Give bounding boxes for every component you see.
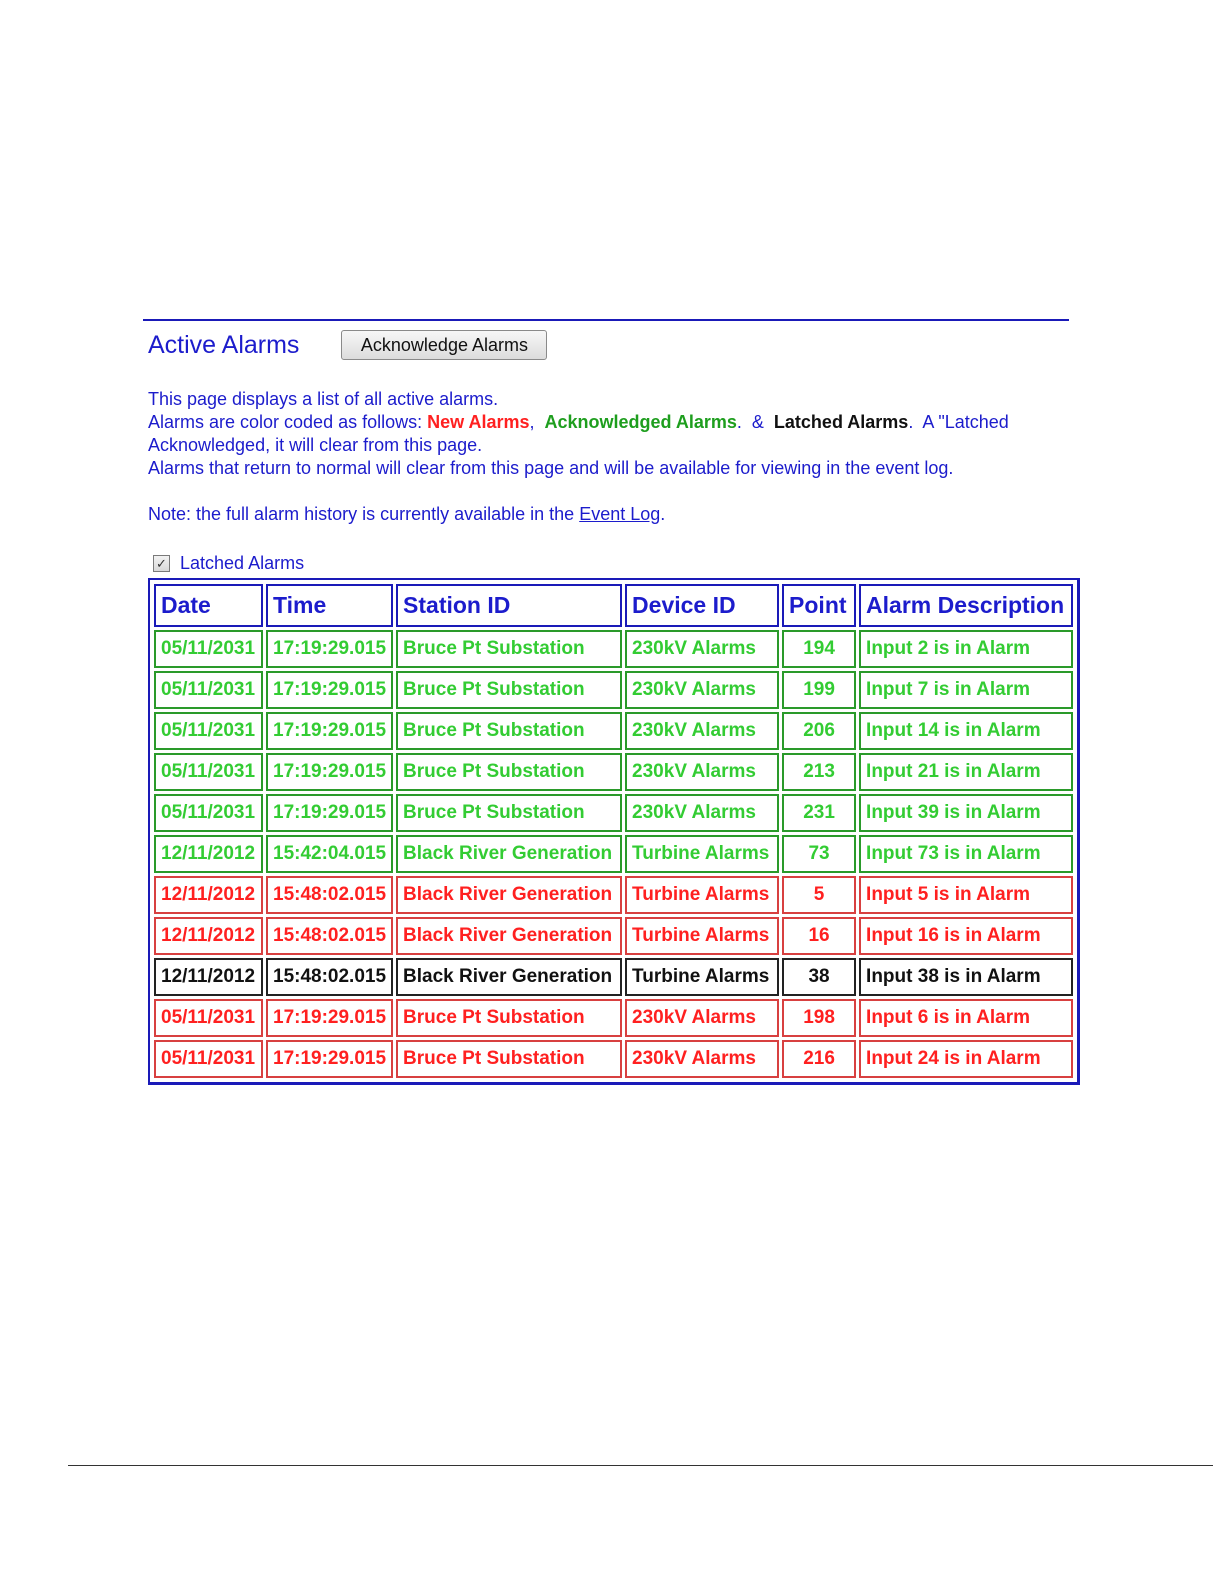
latched-alarms-checkbox[interactable] (153, 555, 170, 572)
cell-point: 38 (782, 958, 856, 996)
latched-alarms-label: Latched Alarms (180, 553, 305, 573)
table-row[interactable] (154, 671, 1073, 709)
top-divider (143, 319, 1069, 321)
cell-device-id: Turbine Alarms (625, 876, 779, 914)
cell-alarm-description: Input 2 is in Alarm (859, 630, 1073, 668)
cell-device-id: 230kV Alarms (625, 753, 779, 791)
header (148, 330, 547, 360)
cell-alarm-description: Input 73 is in Alarm (859, 835, 1073, 873)
cell-time: 17:19:29.015 (266, 999, 393, 1037)
alarms-table-frame (148, 578, 1080, 1085)
cell-device-id: Turbine Alarms (625, 917, 779, 955)
table-row[interactable] (154, 753, 1073, 791)
legend-separator-1: , (529, 412, 545, 432)
cell-device-id: 230kV Alarms (625, 671, 779, 709)
table-header-row (154, 584, 1073, 627)
alarm-rows (154, 630, 1073, 1078)
note-prefix: Note: the full alarm history is currently available in the (148, 504, 580, 524)
cell-time: 15:48:02.015 (266, 958, 393, 996)
description-line-2-suffix: . A "Latched (908, 412, 1009, 432)
legend-acknowledged-alarms: Acknowledged Alarms (544, 412, 737, 432)
cell-date: 12/11/2012 (154, 958, 263, 996)
table-row[interactable] (154, 712, 1073, 750)
cell-point: 16 (782, 917, 856, 955)
cell-alarm-description: Input 24 is in Alarm (859, 1040, 1073, 1078)
cell-time: 17:19:29.015 (266, 1040, 393, 1078)
cell-date: 05/11/2031 (154, 753, 263, 791)
cell-point: 73 (782, 835, 856, 873)
table-row[interactable] (154, 999, 1073, 1037)
table-row[interactable] (154, 794, 1073, 832)
cell-station-id: Black River Generation (396, 835, 622, 873)
legend-separator-2: . & (736, 412, 774, 432)
table-row[interactable] (154, 1040, 1073, 1078)
cell-point: 194 (782, 630, 856, 668)
cell-station-id: Black River Generation (396, 958, 622, 996)
cell-alarm-description: Input 6 is in Alarm (859, 999, 1073, 1037)
cell-time: 17:19:29.015 (266, 671, 393, 709)
note-suffix: . (660, 504, 666, 524)
column-header-station-id: Station ID (396, 584, 622, 627)
cell-station-id: Black River Generation (396, 876, 622, 914)
footer-divider (68, 1465, 1213, 1466)
description-line-4: Alarms that return to normal will clear from this page and will be available for viewing in the event log. (148, 458, 954, 478)
event-log-note (148, 503, 665, 526)
cell-point: 206 (782, 712, 856, 750)
description-line-2 (148, 411, 1068, 434)
cell-point: 216 (782, 1040, 856, 1078)
cell-device-id: 230kV Alarms (625, 1040, 779, 1078)
cell-time: 17:19:29.015 (266, 630, 393, 668)
cell-date: 12/11/2012 (154, 876, 263, 914)
description-line-1: This page displays a list of all active alarms. (148, 389, 499, 409)
cell-device-id: 230kV Alarms (625, 999, 779, 1037)
page-title: Active Alarms (148, 331, 300, 359)
cell-point: 213 (782, 753, 856, 791)
column-header-alarm-description: Alarm Description (859, 584, 1073, 627)
event-log-link[interactable]: Event Log (579, 504, 661, 524)
cell-station-id: Bruce Pt Substation (396, 671, 622, 709)
cell-alarm-description: Input 21 is in Alarm (859, 753, 1073, 791)
cell-device-id: 230kV Alarms (625, 712, 779, 750)
cell-station-id: Bruce Pt Substation (396, 999, 622, 1037)
table-row[interactable] (154, 917, 1073, 955)
latched-alarms-toggle[interactable] (153, 553, 304, 574)
cell-station-id: Bruce Pt Substation (396, 712, 622, 750)
page-description (148, 388, 1068, 480)
cell-alarm-description: Input 7 is in Alarm (859, 671, 1073, 709)
cell-time: 17:19:29.015 (266, 753, 393, 791)
legend-latched-alarms: Latched Alarms (773, 412, 909, 432)
cell-station-id: Bruce Pt Substation (396, 1040, 622, 1078)
legend-new-alarms: New Alarms (427, 412, 530, 432)
cell-alarm-description: Input 5 is in Alarm (859, 876, 1073, 914)
cell-alarm-description: Input 39 is in Alarm (859, 794, 1073, 832)
cell-point: 199 (782, 671, 856, 709)
acknowledge-alarms-button[interactable]: Acknowledge Alarms (341, 330, 547, 360)
cell-device-id: 230kV Alarms (625, 630, 779, 668)
table-row[interactable] (154, 958, 1073, 996)
cell-station-id: Bruce Pt Substation (396, 753, 622, 791)
column-header-time: Time (266, 584, 393, 627)
cell-alarm-description: Input 38 is in Alarm (859, 958, 1073, 996)
cell-station-id: Bruce Pt Substation (396, 794, 622, 832)
table-row[interactable] (154, 876, 1073, 914)
cell-time: 17:19:29.015 (266, 794, 393, 832)
cell-date: 05/11/2031 (154, 712, 263, 750)
cell-alarm-description: Input 16 is in Alarm (859, 917, 1073, 955)
cell-date: 05/11/2031 (154, 630, 263, 668)
description-line-2-prefix: Alarms are color coded as follows: (148, 412, 428, 432)
cell-date: 05/11/2031 (154, 794, 263, 832)
cell-station-id: Bruce Pt Substation (396, 630, 622, 668)
column-header-device-id: Device ID (625, 584, 779, 627)
cell-time: 15:42:04.015 (266, 835, 393, 873)
table-row[interactable] (154, 630, 1073, 668)
cell-device-id: 230kV Alarms (625, 794, 779, 832)
description-line-3: Acknowledged, it will clear from this page. (148, 435, 483, 455)
cell-device-id: Turbine Alarms (625, 835, 779, 873)
table-row[interactable] (154, 835, 1073, 873)
cell-time: 15:48:02.015 (266, 917, 393, 955)
column-header-date: Date (154, 584, 263, 627)
cell-date: 05/11/2031 (154, 671, 263, 709)
cell-alarm-description: Input 14 is in Alarm (859, 712, 1073, 750)
cell-date: 12/11/2012 (154, 917, 263, 955)
cell-date: 05/11/2031 (154, 1040, 263, 1078)
cell-date: 05/11/2031 (154, 999, 263, 1037)
cell-point: 5 (782, 876, 856, 914)
cell-point: 231 (782, 794, 856, 832)
alarms-table (151, 581, 1076, 1081)
cell-device-id: Turbine Alarms (625, 958, 779, 996)
cell-date: 12/11/2012 (154, 835, 263, 873)
cell-time: 17:19:29.015 (266, 712, 393, 750)
checkmark-icon: ✓ (156, 556, 167, 571)
cell-station-id: Black River Generation (396, 917, 622, 955)
column-header-point: Point (782, 584, 856, 627)
cell-point: 198 (782, 999, 856, 1037)
cell-time: 15:48:02.015 (266, 876, 393, 914)
